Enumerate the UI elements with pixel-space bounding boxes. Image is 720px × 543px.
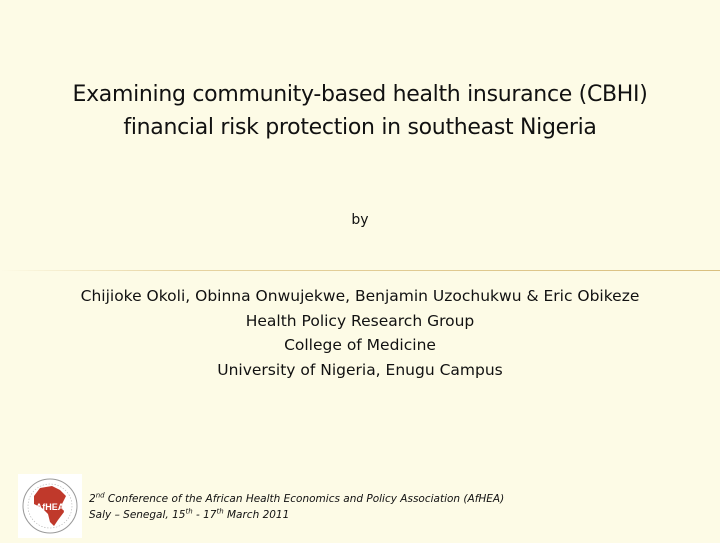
research-group: Health Policy Research Group (245, 311, 475, 330)
logo-text: AfHEA (35, 502, 65, 512)
author-block (0, 284, 720, 382)
title-line-1: Examining community-based health insurance (CBHI) (72, 82, 648, 107)
conference-footer (89, 491, 504, 523)
divider-line (0, 270, 720, 271)
footer-line-1: 2nd Conference of the African Health Economics and Policy Association (AfHEA) (89, 491, 505, 505)
by-label: by (351, 212, 369, 228)
afhea-logo-icon (18, 474, 82, 538)
university-name: University of Nigeria, Enugu Campus (217, 360, 503, 379)
footer-line-2: Saly – Senegal, 15th - 17th March 2011 (89, 507, 290, 521)
slide-title (0, 78, 720, 144)
college-name: College of Medicine (284, 336, 436, 354)
authors-list: Chijioke Okoli, Obinna Onwujekwe, Benjamin Uzochukwu & Eric Obikeze (80, 287, 640, 305)
title-line-2: financial risk protection in southeast Nigeria (123, 115, 597, 140)
